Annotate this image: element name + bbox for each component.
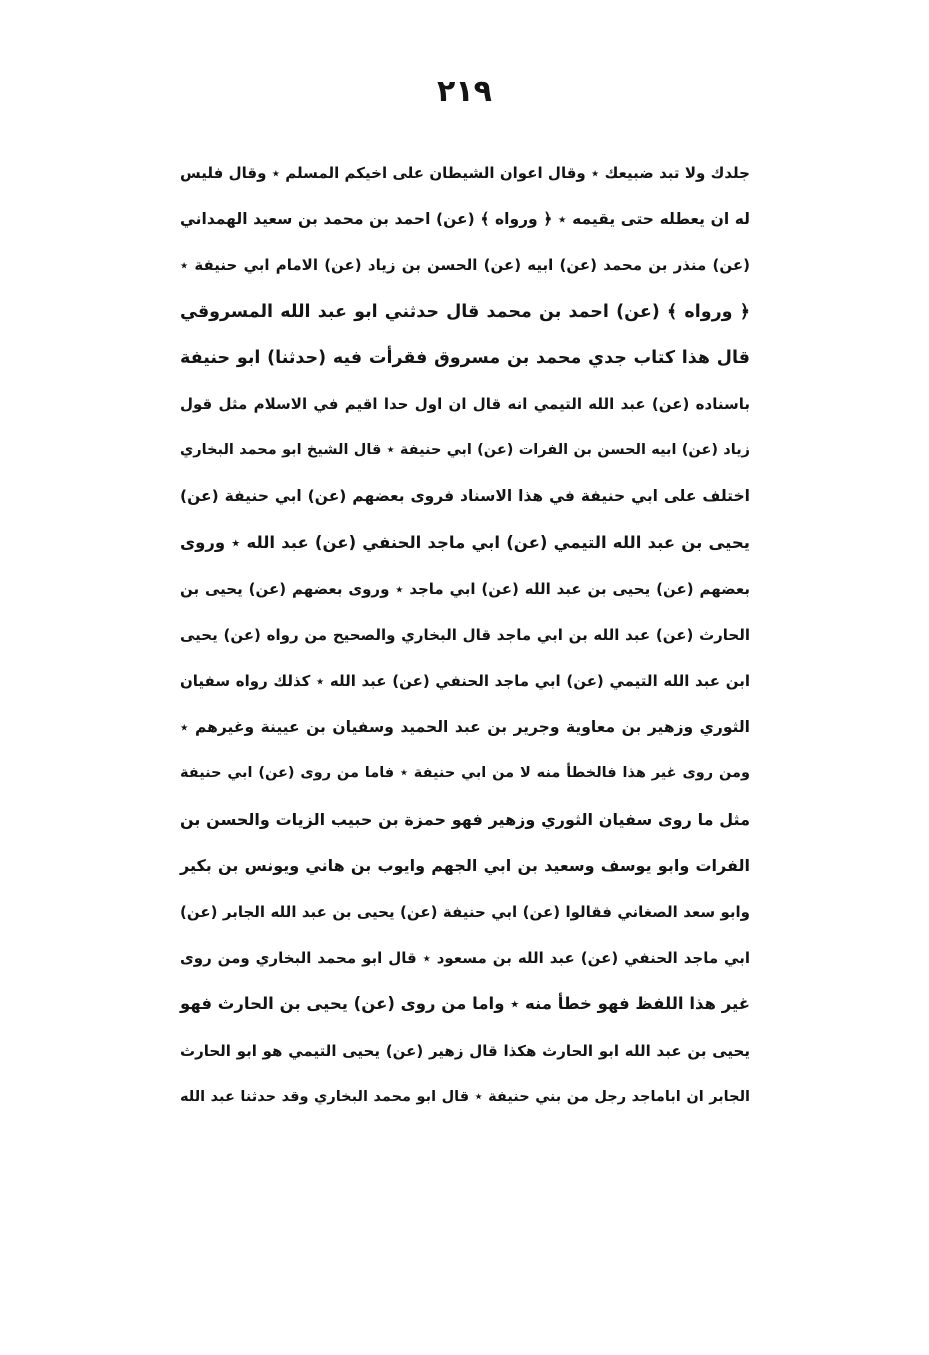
body-text (180, 150, 750, 1120)
page-number: ٢١٩ (437, 74, 492, 109)
text-line: وابو سعد الصغاني فقالوا (عن) ابي حنيفة (عن) يحيى بن عبد الله الجابر (عن) (180, 903, 750, 921)
text-line: جلدك ولا تبد ضبيعك ٭ وقال اعوان الشيطان على اخيكم المسلم ٭ وقال فليس (180, 164, 750, 182)
text-line: الجابر ان اباماجد رجل من بني حنيفة ٭ قال ابو محمد البخاري وقد حدثنا عبد الله (180, 1088, 750, 1105)
text-line: الفرات وابو يوسف وسعيد بن ابي الجهم وايوب بن هاني ويونس بن بكير (180, 855, 750, 875)
text-line: ﴿ ورواه ﴾ (عن) احمد بن محمد قال حدثني ابو عبد الله المسروقي (180, 301, 750, 322)
text-line: يحيى بن عبد الله التيمي (عن) ابي ماجد الحنفي (عن) عبد الله ٭ وروى (180, 532, 750, 552)
text-line: قال هذا كتاب جدي محمد بن مسروق فقرأت فيه (حدثنا) ابو حنيفة (180, 347, 750, 368)
text-line: ومن روى غير هذا فالخطأ منه لا من ابي حنيفة ٭ فاما من روى (عن) ابي حنيفة (180, 765, 750, 782)
text-line: باسناده (عن) عبد الله التيمي انه قال ان اول حدا اقيم في الاسلام مثل قول (180, 394, 750, 413)
text-line: غير هذا اللفظ فهو خطأ منه ٭ واما من روى (عن) يحيى بن الحارث فهو (180, 994, 750, 1014)
text-line: اختلف على ابي حنيفة في هذا الاسناد فروى بعضهم (عن) ابي حنيفة (عن) (180, 487, 750, 506)
text-line: له ان يعطله حتى يقيمه ٭ ﴿ ورواه ﴾ (عن) احمد بن محمد بن سعيد الهمداني (180, 210, 750, 229)
text-line: ابي ماجد الحنفي (عن) عبد الله بن مسعود ٭ قال ابو محمد البخاري ومن روى (180, 949, 750, 968)
text-line: زياد (عن) ابيه الحسن بن الفرات (عن) ابي حنيفة ٭ قال الشيخ ابو محمد البخاري (180, 442, 750, 459)
text-line: (عن) منذر بن محمد (عن) ابيه (عن) الحسن بن زياد (عن) الامام ابي حنيفة ٭ (180, 256, 750, 275)
text-line: بعضهم (عن) يحيى بن عبد الله (عن) ابي ماجد ٭ وروى بعضهم (عن) يحيى بن (180, 579, 750, 598)
text-line: ابن عبد الله التيمي (عن) ابي ماجد الحنفي (عن) عبد الله ٭ كذلك رواه سفيان (180, 672, 750, 691)
text-line: الحارث (عن) عبد الله بن ابي ماجد قال البخاري والصحيح من رواه (عن) يحيى (180, 625, 750, 644)
text-line: مثل ما روى سفيان الثوري وزهير فهو حمزة بن حبيب الزيات والحسن بن (180, 809, 750, 829)
text-line: يحيى بن عبد الله ابو الحارث هكذا قال زهير (عن) يحيى التيمي هو ابو الحارث (180, 1041, 750, 1060)
text-line: الثوري وزهير بن معاوية وجرير بن عبد الحميد وسفيان بن عيينة وغيرهم ٭ (180, 718, 750, 737)
